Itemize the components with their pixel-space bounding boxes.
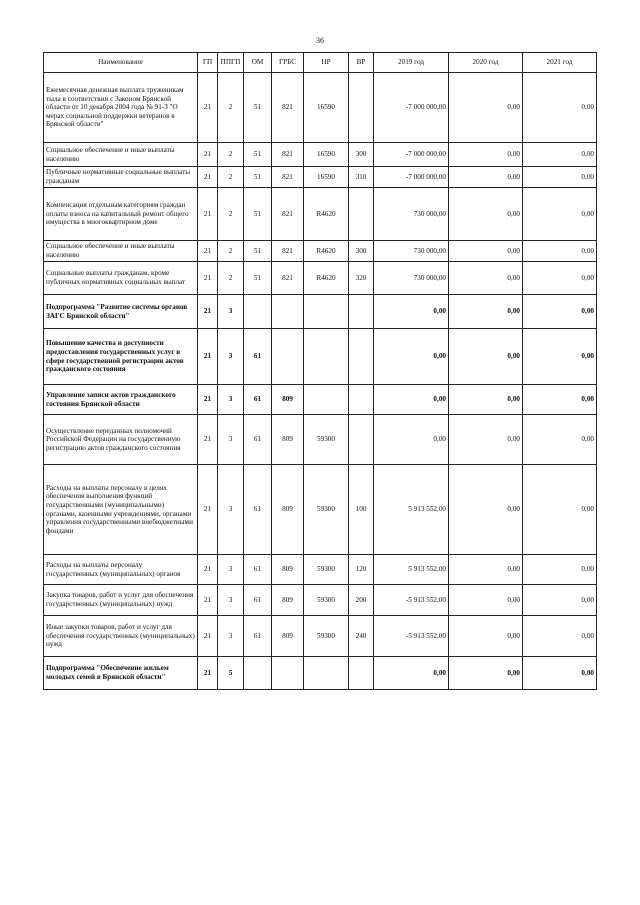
row-np: R4620 [304,188,349,241]
row-2021-value: 0,00 [523,415,597,465]
row-2020-value: 0,00 [449,385,523,415]
row-vr [349,73,374,143]
row-vr: 310 [349,167,374,188]
row-2019-value: 5 913 552,00 [374,465,449,555]
row-2020-value: 0,00 [449,262,523,295]
row-2019-value: 5 913 552,00 [374,555,449,585]
row-vr: 100 [349,465,374,555]
row-vr [349,329,374,385]
row-vr: 200 [349,585,374,616]
row-grbs [272,329,304,385]
row-ppgp: 2 [218,262,244,295]
row-vr [349,295,374,329]
row-grbs: 809 [272,415,304,465]
row-2020-value: 0,00 [449,585,523,616]
row-2021-value: 0,00 [523,465,597,555]
row-name: Повышение качества и доступности предоставления государственных услуг в сфере государственной регистрации актов гражданского состояния [44,329,198,385]
row-np [304,329,349,385]
table-row [44,329,597,385]
row-2021-value: 0,00 [523,73,597,143]
row-vr [349,657,374,690]
row-om: 51 [244,167,272,188]
row-2020-value: 0,00 [449,188,523,241]
row-2020-value: 0,00 [449,241,523,262]
row-np [304,295,349,329]
row-2019-value: 0,00 [374,385,449,415]
row-name: Подпрограмма "Развитие системы органов ЗАГС Брянской области" [44,295,198,329]
row-om: 51 [244,262,272,295]
row-2020-value: 0,00 [449,657,523,690]
table-row [44,465,597,555]
row-om: 51 [244,241,272,262]
row-2019-value: -7 000 000,00 [374,167,449,188]
row-2020-value: 0,00 [449,329,523,385]
row-name: Социальное обеспечение и иные выплаты населению [44,241,198,262]
row-2019-value: 0,00 [374,329,449,385]
row-om: 61 [244,415,272,465]
row-2019-value: -7 000 000,00 [374,143,449,167]
row-np [304,657,349,690]
row-2021-value: 0,00 [523,385,597,415]
row-gp: 21 [198,555,218,585]
row-np: 16590 [304,167,349,188]
row-om: 61 [244,555,272,585]
row-2021-value: 0,00 [523,262,597,295]
row-vr: 300 [349,143,374,167]
row-name: Иные закупки товаров, работ и услуг для обеспечения государственных (муниципальных) нужд [44,616,198,657]
row-om: 61 [244,616,272,657]
row-2021-value: 0,00 [523,167,597,188]
row-2020-value: 0,00 [449,415,523,465]
row-np [304,385,349,415]
row-grbs: 809 [272,555,304,585]
row-grbs [272,295,304,329]
row-name: Подпрограмма "Обеспечение жильем молодых семей в Брянской области" [44,657,198,690]
header-np: НР [304,53,349,73]
row-gp: 21 [198,295,218,329]
row-grbs: 809 [272,585,304,616]
table-row [44,585,597,616]
row-np: 59300 [304,465,349,555]
row-np: 59300 [304,415,349,465]
row-ppgp: 2 [218,167,244,188]
row-name: Социальное обеспечение и иные выплаты населению [44,143,198,167]
row-gp: 21 [198,415,218,465]
header-gp: ГП [198,53,218,73]
row-vr: 240 [349,616,374,657]
row-gp: 21 [198,657,218,690]
row-ppgp: 2 [218,73,244,143]
row-np: R4620 [304,241,349,262]
row-2019-value: 730 000,00 [374,241,449,262]
row-om: 51 [244,188,272,241]
row-om: 61 [244,585,272,616]
row-grbs: 809 [272,465,304,555]
row-2019-value: -7 000 000,00 [374,73,449,143]
row-grbs: 809 [272,616,304,657]
table-row [44,295,597,329]
header-2021: 2021 год [523,53,597,73]
row-name: Расходы на выплаты персоналу в целях обеспечения выполнения функций государственными (муниципальными) органами, казенными учреждениями, органами управления государственными внебюджетными фондами [44,465,198,555]
row-om: 51 [244,73,272,143]
row-gp: 21 [198,585,218,616]
row-om: 61 [244,385,272,415]
row-om: 61 [244,465,272,555]
row-2019-value: 730 000,00 [374,262,449,295]
row-name: Социальные выплаты гражданам, кроме публичных нормативных социальных выплат [44,262,198,295]
header-om: ОМ [244,53,272,73]
row-ppgp: 2 [218,143,244,167]
row-vr [349,385,374,415]
table-row [44,262,597,295]
budget-table [43,52,597,690]
row-np: R4620 [304,262,349,295]
row-ppgp: 2 [218,188,244,241]
row-ppgp: 3 [218,295,244,329]
row-grbs: 821 [272,188,304,241]
row-gp: 21 [198,73,218,143]
row-ppgp: 3 [218,329,244,385]
row-2020-value: 0,00 [449,167,523,188]
row-om [244,295,272,329]
table-row [44,385,597,415]
row-grbs: 821 [272,262,304,295]
row-2019-value: 0,00 [374,295,449,329]
header-ppgp: ППГП [218,53,244,73]
table-header-row [44,53,597,73]
row-gp: 21 [198,188,218,241]
row-grbs: 821 [272,167,304,188]
row-name: Ежемесячная денежная выплата труженикам тыла в соответствии с Законом Брянской области от 10 декабря 2004 года № 91-З "О мерах социальной поддержки ветеранов в Брянской области" [44,73,198,143]
row-np: 59300 [304,555,349,585]
row-gp: 21 [198,262,218,295]
row-ppgp: 5 [218,657,244,690]
row-vr: 300 [349,241,374,262]
row-vr [349,415,374,465]
table-row [44,73,597,143]
row-name: Компенсация отдельным категориям граждан оплаты взноса на капитальный ремонт общего имущества в многоквартирном доме [44,188,198,241]
row-name: Публичные нормативные социальные выплаты гражданам [44,167,198,188]
row-grbs: 821 [272,73,304,143]
row-2021-value: 0,00 [523,241,597,262]
row-om [244,657,272,690]
row-2021-value: 0,00 [523,657,597,690]
table-row [44,415,597,465]
row-2020-value: 0,00 [449,73,523,143]
row-2019-value: -5 913 552,00 [374,585,449,616]
header-2020: 2020 год [449,53,523,73]
row-name: Расходы на выплаты персоналу государственных (муниципальных) органов [44,555,198,585]
row-ppgp: 3 [218,555,244,585]
row-2021-value: 0,00 [523,555,597,585]
row-2019-value: -5 913 552,00 [374,616,449,657]
row-om: 51 [244,143,272,167]
row-name: Закупка товаров, работ и услуг для обеспечения государственных (муниципальных) нужд [44,585,198,616]
table-row [44,241,597,262]
table-row [44,616,597,657]
row-gp: 21 [198,616,218,657]
row-ppgp: 3 [218,415,244,465]
row-vr: 120 [349,555,374,585]
row-2021-value: 0,00 [523,616,597,657]
row-2020-value: 0,00 [449,143,523,167]
header-vr: ВР [349,53,374,73]
row-np: 59300 [304,585,349,616]
table-row [44,143,597,167]
row-name: Управление записи актов гражданского состояния Брянской области [44,385,198,415]
row-2019-value: 0,00 [374,415,449,465]
header-2019: 2019 год [374,53,449,73]
header-name: Наименование [44,53,198,73]
row-grbs: 821 [272,241,304,262]
row-name: Осуществление переданных полномочий Российской Федерации на государственную регистрацию актов гражданского состояния [44,415,198,465]
row-grbs [272,657,304,690]
row-gp: 21 [198,385,218,415]
row-2021-value: 0,00 [523,585,597,616]
table-row [44,167,597,188]
row-2020-value: 0,00 [449,555,523,585]
row-gp: 21 [198,465,218,555]
row-gp: 21 [198,329,218,385]
row-2021-value: 0,00 [523,295,597,329]
row-ppgp: 2 [218,241,244,262]
row-om: 61 [244,329,272,385]
row-gp: 21 [198,241,218,262]
row-2021-value: 0,00 [523,143,597,167]
row-2020-value: 0,00 [449,295,523,329]
table-row [44,188,597,241]
page-number: 36 [316,36,324,45]
row-2020-value: 0,00 [449,616,523,657]
row-2021-value: 0,00 [523,188,597,241]
row-2019-value: 730 000,00 [374,188,449,241]
row-grbs: 809 [272,385,304,415]
table-row [44,657,597,690]
row-np: 59300 [304,616,349,657]
row-np: 16590 [304,143,349,167]
row-2021-value: 0,00 [523,329,597,385]
table-row [44,555,597,585]
row-ppgp: 3 [218,585,244,616]
row-np: 16590 [304,73,349,143]
row-vr [349,188,374,241]
row-vr: 320 [349,262,374,295]
row-gp: 21 [198,143,218,167]
row-grbs: 821 [272,143,304,167]
row-ppgp: 3 [218,616,244,657]
header-grbs: ГРБС [272,53,304,73]
row-2020-value: 0,00 [449,465,523,555]
row-2019-value: 0,00 [374,657,449,690]
row-gp: 21 [198,167,218,188]
row-ppgp: 3 [218,385,244,415]
row-ppgp: 3 [218,465,244,555]
